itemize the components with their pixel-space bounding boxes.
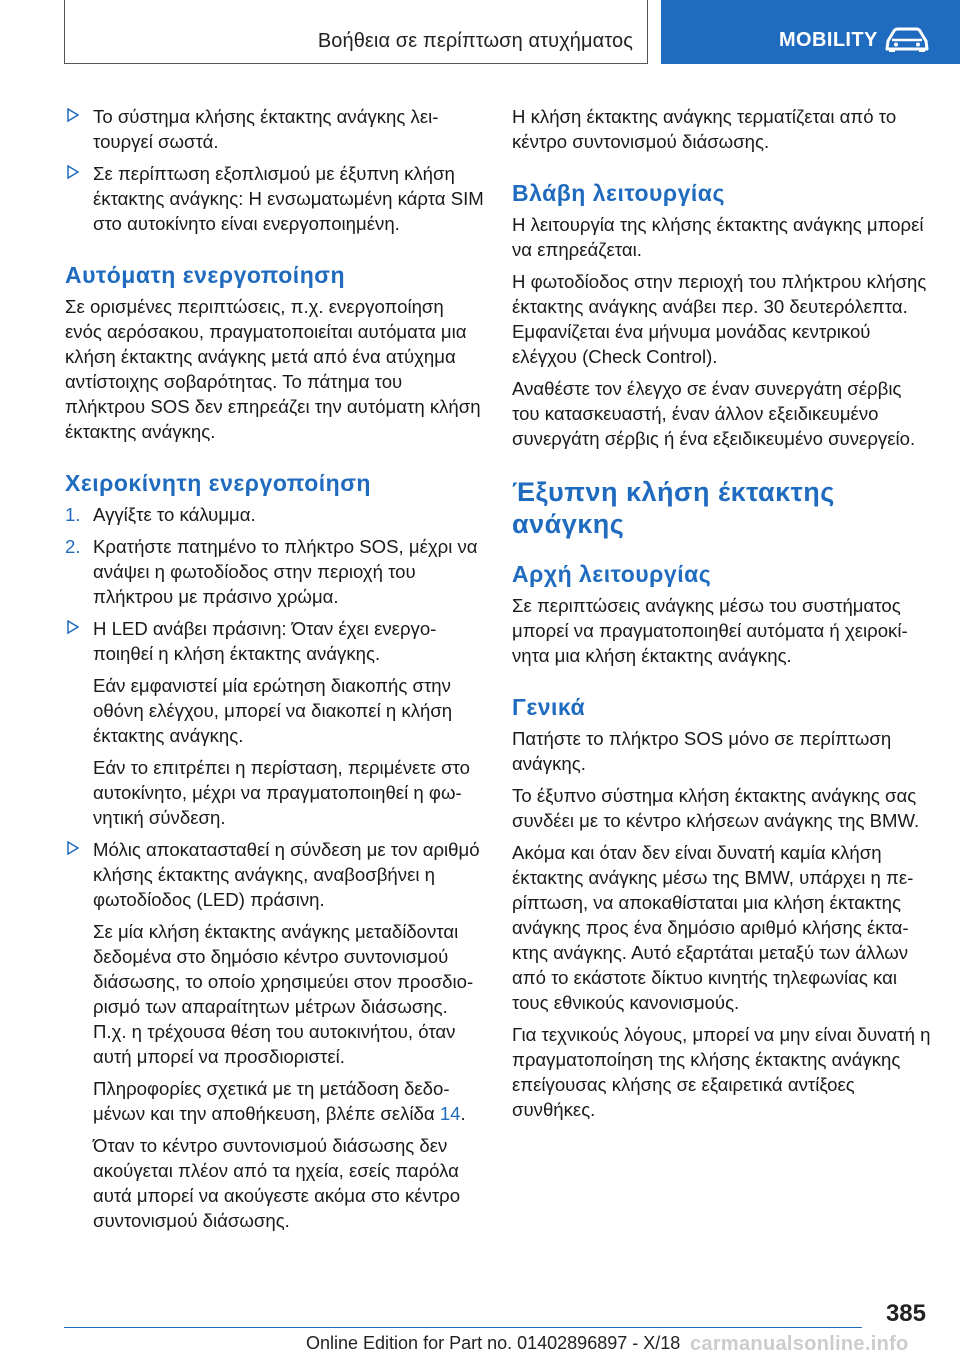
section-tab-mobility[interactable] [661, 0, 960, 64]
page-number: 385 [885, 1300, 926, 1327]
list-item [65, 161, 485, 236]
paragraph: Σε ορισμένες περιπτώσεις, π.χ. ενεργοποίηση ενός αερόσακου, πραγματοποιείται αυτόματα μια κλήση έκτακτης ανάγκης μετά από ένα ατύχημα αντίστοιχης σοβαρότητας. Το πάτημα του πλήκτρου SOS δεν επηρεάζει την αυτόματη κλήση έκτακτης ανάγκης. [65, 296, 481, 442]
footer-divider [64, 1327, 862, 1328]
paragraph: Ακόμα και όταν δεν είναι δυνατή καμία κλήση έκτακτης ανάγκης μέσω της BMW, υπάρχει η περίπτωση, να αποκαθίσταται μια κλήση έκτακτης ανάγκης προς ένα δημόσιο αριθμό κλήσης έκτακτης ανάγκης. Αυτό εξαρτάται μεταξύ των άλλων από το εκάστοτε δίκτυο κινητής τηλεφωνίας και τους εθνικούς κανονισμούς. [512, 842, 914, 1013]
step-text: Αγγίξτε το κάλυμμα. [93, 504, 256, 525]
step-item [65, 534, 485, 609]
edition-text: Online Edition for Part no. 01402896897 - X/18 [306, 1333, 681, 1353]
car-icon [884, 27, 930, 53]
paragraph: Σε μία κλήση έκτακτης ανάγκης μεταδίδονται δεδομένα στο δημόσιο κέντρο συντονισμού διάσωσης, το οποίο χρησιμεύει στον προσδιορισμό των απαραίτητων μέτρων διάσωσης. Π.χ. η τρέχουσα θέση του αυτοκινήτου, όταν αυτή μπορεί να προσδιοριστεί. [93, 921, 474, 1067]
list-item-text: Μόλις αποκατασταθεί η σύνδεση με τον αριθμό κλήσης έκτακτης ανάγκης, αναβοσβήνει η φωτοδίοδος (LED) πράσινη. [93, 839, 480, 910]
paragraph: Η φωτοδίοδος στην περιοχή του πλήκτρου κλήσης έκτακτης ανάγκης ανάβει περ. 30 δευτερόλεπτα. Εμφανίζεται ένα μήνυμα μονάδας κεντρικού ελέγχου (Check Control). [512, 271, 927, 367]
step-item [65, 502, 485, 527]
list-item-text: Το σύστημα κλήσης έκτακτης ανάγκης λειτουργεί σωστά. [93, 106, 439, 152]
heading-malfunction: Βλάβη λειτουργίας [512, 180, 725, 206]
paragraph: Για τεχνικούς λόγους, μπορεί να μην είναι δυνατή η πραγματοποίηση της κλήσης έκτακτης ανάγκης επείγουσας κλήσης σε εξαιρετικά αντίξοες συνθήκες. [512, 1024, 931, 1120]
heading-smart-emergency-call: Έξυπνη κλήση έκτακτης ανάγκης [512, 477, 835, 539]
heading-principle: Αρχή λειτουργίας [512, 561, 712, 587]
heading-automatic-activation: Αυτόματη ενεργοποίηση [65, 262, 346, 288]
triangle-bullet-icon [67, 620, 79, 634]
step-number: 2. [65, 536, 81, 557]
paragraph: Η λειτουργία της κλήσης έκτακτης ανάγκης μπορεί να επηρεάζεται. [512, 214, 924, 260]
paragraph: Η κλήση έκτακτης ανάγκης τερματίζεται από το κέντρο συντονισμού διάσωσης. [512, 106, 897, 152]
triangle-bullet-icon [67, 108, 79, 122]
triangle-bullet-icon [67, 165, 79, 179]
watermark: carmanualsonline.info [690, 1333, 909, 1355]
paragraph-text: Πληροφορίες σχετικά με τη μετάδοση δεδομένων και την αποθήκευση, βλέπε σελίδα [93, 1078, 450, 1124]
paragraph: Αναθέστε τον έλεγχο σε έναν συνεργάτη σέρβις του κατασκευαστή, έναν άλλον εξειδικευμένο συνεργάτη σέρβις ή ένα εξειδικευμένο συνεργείο. [512, 378, 916, 449]
paragraph: Σε περιπτώσεις ανάγκης μέσω του συστήματος μπορεί να πραγματοποιηθεί αυτόματα ή χειροκίνητα μια κλήση έκτακτης ανάγκης. [512, 595, 908, 666]
list-item-text: Σε περίπτωση εξοπλισμού με έξυπνη κλήση έκτακτης ανάγκης: Η ενσωματωμένη κάρτα SIM στο αυτοκίνητο είναι ενεργοποιημένη. [93, 163, 484, 234]
paragraph: Όταν το κέντρο συντονισμού διάσωσης δεν ακούγεται πλέον από τα ηχεία, εσείς παρόλα αυτά μπορεί να ακούγεστε ακόμα στο κέντρο συντονισμού διάσωσης. [93, 1135, 461, 1231]
step-text: Κρατήστε πατημένο το πλήκτρο SOS, μέχρι να ανάψει η φωτοδίοδος στην περιοχή του πλήκτρου με πράσινο χρώμα. [93, 536, 478, 607]
list-item [65, 837, 485, 912]
header-title-box [64, 0, 648, 64]
paragraph-text: . [460, 1103, 466, 1124]
step-number: 1. [65, 504, 81, 525]
paragraph: Πατήστε το πλήκτρο SOS μόνο σε περίπτωση ανάγκης. [512, 728, 892, 774]
list-item [65, 104, 485, 154]
list-item-text: Η LED ανάβει πράσινη: Όταν έχει ενεργοποιηθεί η κλήση έκτακτης ανάγκης. [93, 618, 437, 664]
paragraph: Εάν το επιτρέπει η περίσταση, περιμένετε στο αυτοκίνητο, μέχρι να πραγματοποιηθεί η φωνητική σύνδεση. [93, 757, 470, 828]
list-item [65, 616, 485, 666]
heading-manual-activation: Χειροκίνητη ενεργοποίηση [65, 470, 371, 496]
page-reference-link[interactable]: 14 [439, 1103, 461, 1124]
right-column [512, 104, 932, 1129]
paragraph: Το έξυπνο σύστημα κλήση έκτακτης ανάγκης σας συνδέει με το κέντρο κλήσεων ανάγκης της BMW. [512, 785, 920, 831]
section-label: MOBILITY [779, 29, 878, 51]
paragraph: Εάν εμφανιστεί μία ερώτηση διακοπής στην οθόνη ελέγχου, μπορεί να διακοπεί η κλήση έκτακτης ανάγκης. [93, 675, 453, 746]
page-header-title: Βοήθεια σε περίπτωση ατυχήματος [317, 30, 633, 52]
heading-general: Γενικά [512, 694, 586, 720]
paragraph [65, 1076, 485, 1126]
left-column [65, 104, 485, 1240]
triangle-bullet-icon [67, 841, 79, 855]
